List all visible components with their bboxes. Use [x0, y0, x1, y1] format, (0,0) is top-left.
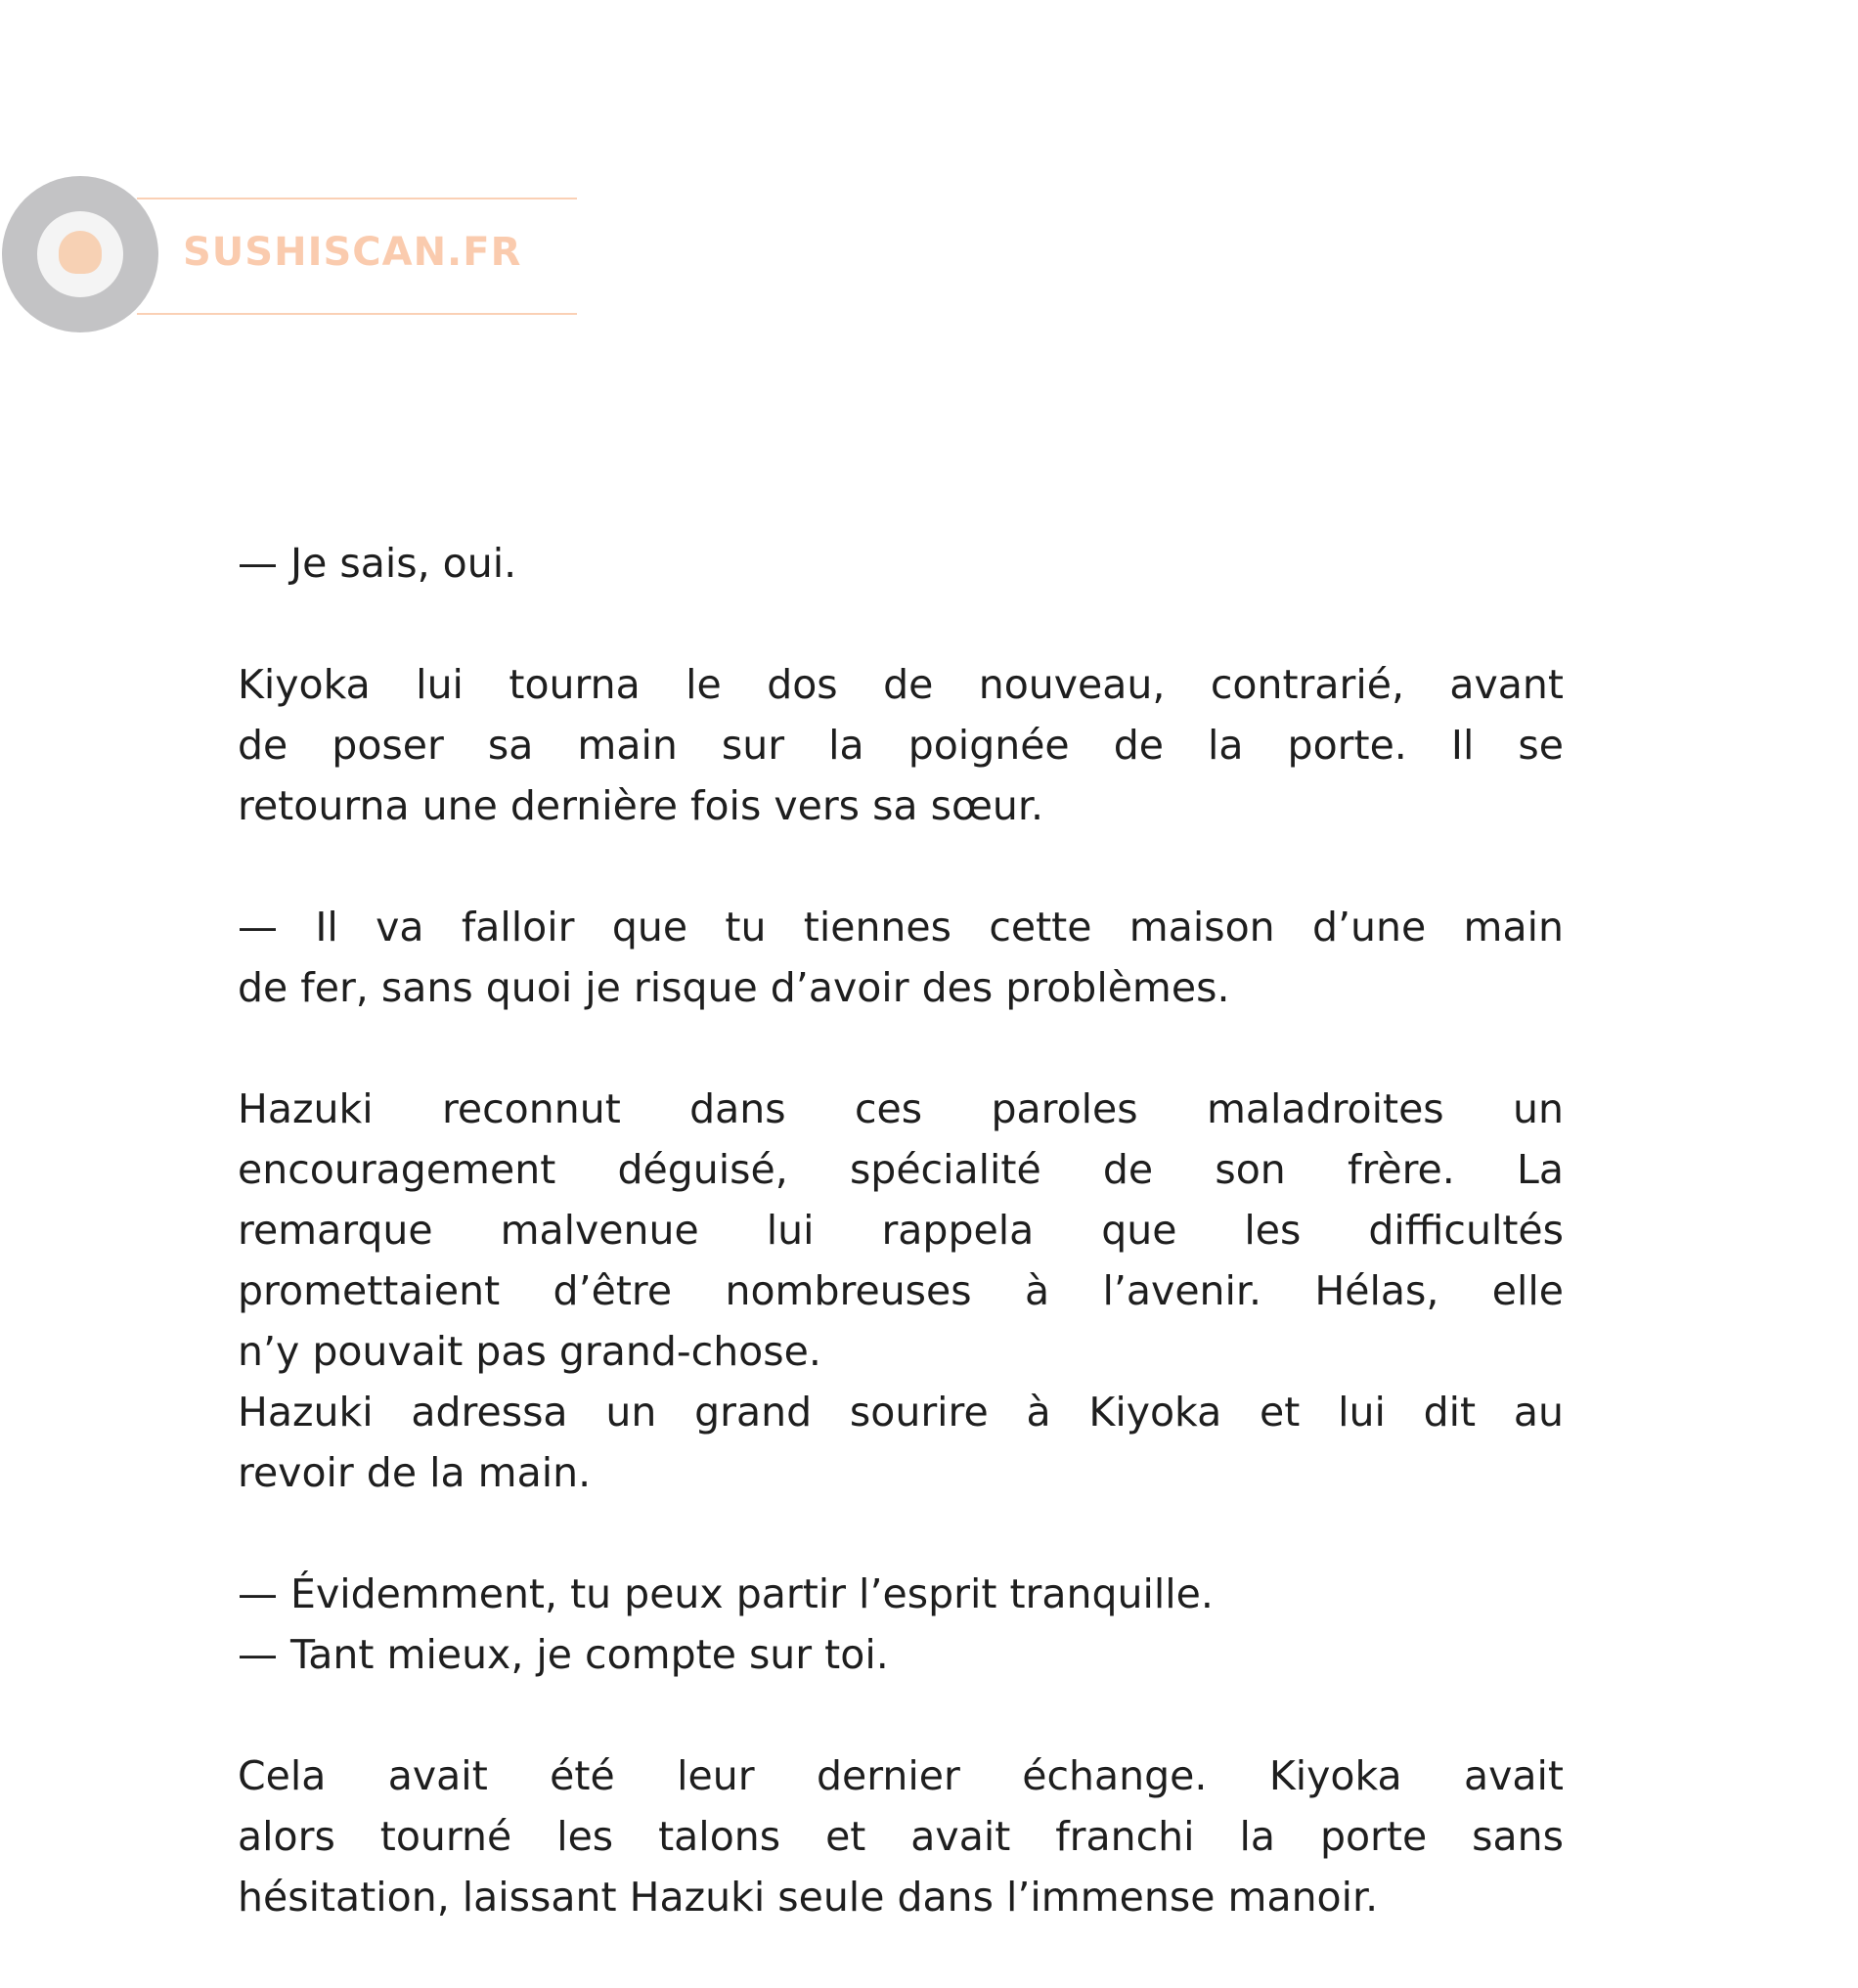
watermark	[0, 0, 685, 391]
text-line: — Il va falloir que tu tiennes cette maison d’une main	[238, 904, 1564, 950]
text-line: de poser sa main sur la poignée de la porte. Il se	[238, 722, 1564, 769]
text-line: retourna une dernière fois vers sa sœur.	[238, 782, 1044, 829]
paragraph	[238, 1382, 1564, 1503]
text-line: hésitation, laissant Hazuki seule dans l’immense manoir.	[238, 1874, 1379, 1921]
paragraph	[238, 533, 1564, 594]
text-line: Hazuki reconnut dans ces paroles maladroites un	[238, 1085, 1564, 1132]
watermark-banner	[137, 198, 577, 315]
paragraph	[238, 1564, 1564, 1624]
text-line: de fer, sans quoi je risque d’avoir des problèmes.	[238, 964, 1230, 1011]
paragraph	[238, 1624, 1564, 1685]
text-line: encouragement déguisé, spécialité de son frère. La	[238, 1146, 1564, 1193]
paragraph	[238, 1745, 1564, 1927]
paragraph	[238, 654, 1564, 836]
paragraph	[238, 1079, 1564, 1382]
text-line: promettaient d’être nombreuses à l’avenir. Hélas, elle	[238, 1267, 1564, 1314]
heart-icon	[59, 231, 102, 274]
text-line: — Tant mieux, je compte sur toi.	[238, 1631, 889, 1678]
text-line: revoir de la main.	[238, 1449, 592, 1496]
text-line: Kiyoka lui tourna le dos de nouveau, contrarié, avant	[238, 661, 1564, 708]
text-line: — Évidemment, tu peux partir l’esprit tranquille.	[238, 1570, 1214, 1617]
watermark-logo-icon	[2, 176, 158, 332]
text-line: remarque malvenue lui rappela que les difficultés	[238, 1207, 1564, 1254]
text-line: n’y pouvait pas grand-chose.	[238, 1328, 821, 1375]
watermark-text: SUSHISCAN.FR	[183, 230, 522, 275]
text-line: alors tourné les talons et avait franchi la porte sans	[238, 1813, 1564, 1860]
text-line: Cela avait été leur dernier échange. Kiyoka avait	[238, 1752, 1564, 1799]
paragraph	[238, 897, 1564, 1018]
page-text	[238, 533, 1564, 1988]
text-line: — Je sais, oui.	[238, 540, 517, 587]
text-line: Hazuki adressa un grand sourire à Kiyoka et lui dit au	[238, 1389, 1564, 1436]
